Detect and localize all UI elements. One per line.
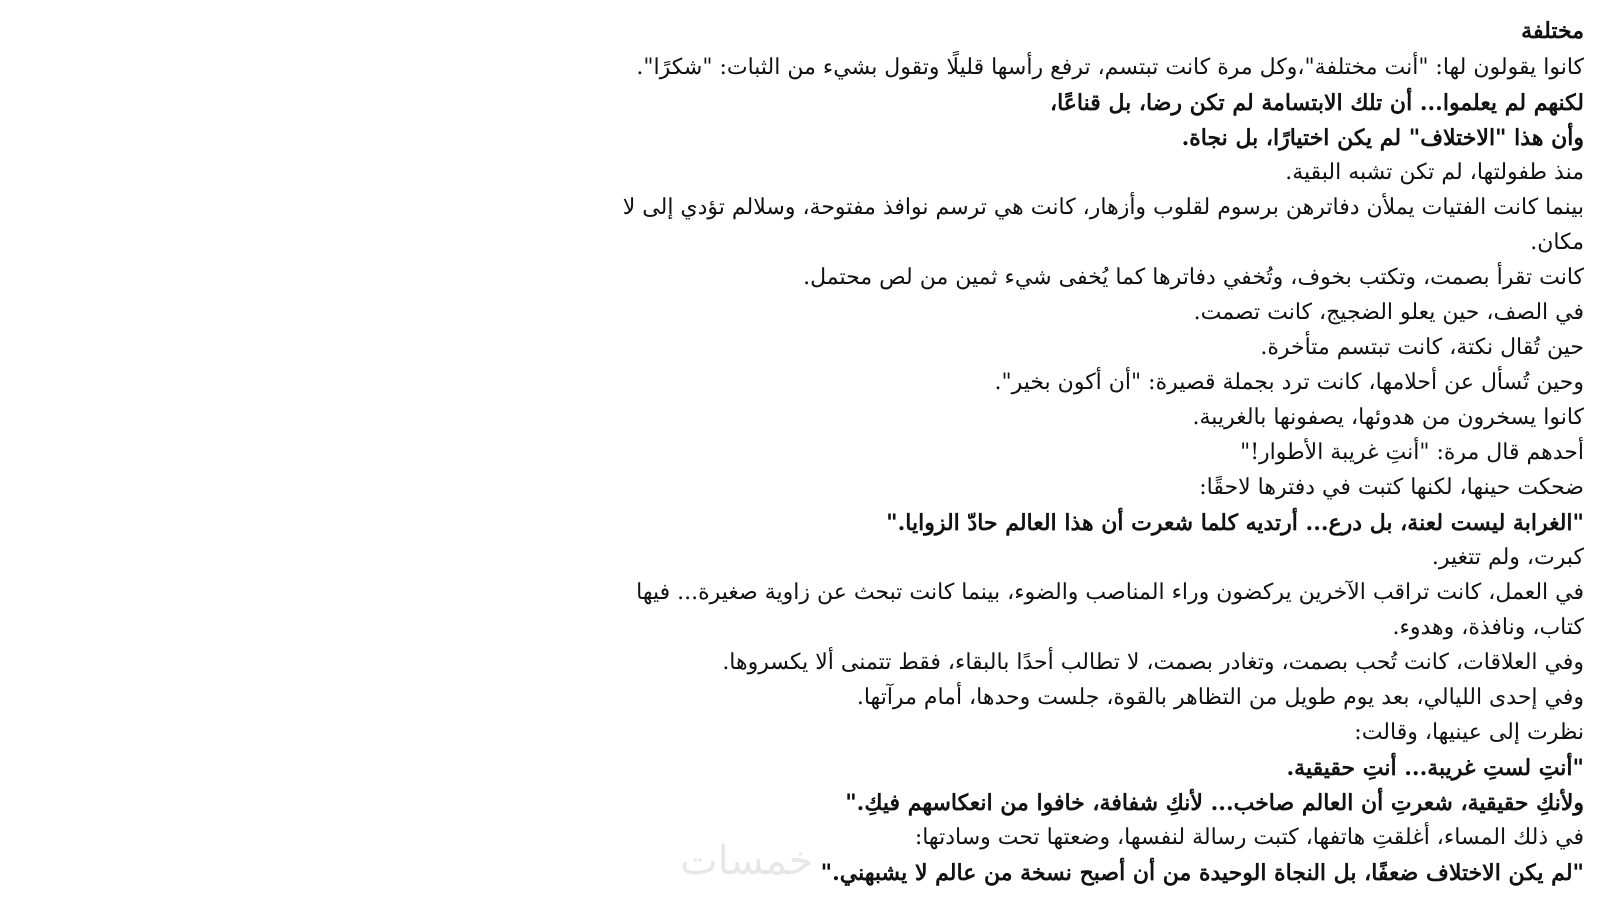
text-line-18: وفي العلاقات، كانت تُحب بصمت، وتغادر بصمت، لا تطالب أحدًا بالبقاء، فقط تتمنى ألا يكسروها. bbox=[722, 650, 1584, 675]
text-line-14: "الغرابة ليست لعنة، بل درع... أرتديه كلما شعرت أن هذا العالم حادّ الزوايا." bbox=[886, 510, 1584, 536]
text-line-24: "لم يكن الاختلاف ضعفًا، بل النجاة الوحيدة من أن أصبح نسخة من عالم لا يشبهني." bbox=[820, 860, 1584, 886]
text-line-6: مكان. bbox=[1530, 230, 1584, 255]
text-line-9: حين تُقال نكتة، كانت تبتسم متأخرة. bbox=[1260, 335, 1584, 360]
text-line-8: في الصف، حين يعلو الضجيج، كانت تصمت. bbox=[1193, 300, 1584, 325]
text-line-2: لكنهم لم يعلموا... أن تلك الابتسامة لم تكن رضا، بل قناعًا، bbox=[1050, 90, 1584, 116]
text-line-4: منذ طفولتها، لم تكن تشبه البقية. bbox=[1285, 160, 1584, 185]
text-line-16: في العمل، كانت تراقب الآخرين يركضون وراء المناصب والضوء، بينما كانت تبحث عن زاوية صغيرة... فيها bbox=[636, 580, 1584, 605]
text-line-12: أحدهم قال مرة: "أنتِ غريبة الأطوار!" bbox=[1240, 440, 1584, 465]
text-line-20: نظرت إلى عينيها، وقالت: bbox=[1354, 720, 1584, 745]
text-line-11: كانوا يسخرون من هدوئها، يصفونها بالغريبة. bbox=[1192, 405, 1584, 430]
text-line-15: كبرت، ولم تتغير. bbox=[1431, 545, 1584, 570]
text-line-23: في ذلك المساء، أغلقتِ هاتفها، كتبت رسالة لنفسها، وضعتها تحت وسادتها: bbox=[914, 825, 1584, 850]
text-line-1: كانوا يقولون لها: "أنت مختلفة"،وكل مرة كانت تبتسم، ترفع رأسها قليلًا وتقول بشيء من الثبات: "شكرًا". bbox=[636, 55, 1584, 80]
text-line-7: كانت تقرأ بصمت، وتكتب بخوف، وتُخفي دفاترها كما يُخفى شيء ثمين من لص محتمل. bbox=[803, 265, 1584, 290]
text-line-10: وحين تُسأل عن أحلامها، كانت ترد بجملة قصيرة: "أن أكون بخير". bbox=[994, 370, 1584, 395]
text-line-3: وأن هذا "الاختلاف" لم يكن اختيارًا، بل نجاة. bbox=[1181, 125, 1584, 151]
text-line-21: "أنتِ لستِ غريبة... أنتِ حقيقية. bbox=[1286, 755, 1584, 781]
text-line-22: ولأنكِ حقيقية، شعرتِ أن العالم صاخب... لأنكِ شفافة، خافوا من انعكاسهم فيكِ." bbox=[845, 790, 1584, 816]
text-line-17: كتاب، ونافذة، وهدوء. bbox=[1392, 615, 1584, 640]
text-line-19: وفي إحدى الليالي، بعد يوم طويل من التظاهر بالقوة، جلست وحدها، أمام مرآتها. bbox=[856, 685, 1584, 710]
text-line-5: بينما كانت الفتيات يملأن دفاترهن برسوم لقلوب وأزهار، كانت هي ترسم نوافذ مفتوحة، وسلالم تؤدي إلى لا bbox=[622, 195, 1584, 220]
watermark-logo: خمسات bbox=[680, 838, 814, 884]
document-title: مختلفة bbox=[1521, 18, 1584, 44]
text-line-13: ضحكت حينها، لكنها كتبت في دفترها لاحقًا: bbox=[1199, 475, 1584, 500]
